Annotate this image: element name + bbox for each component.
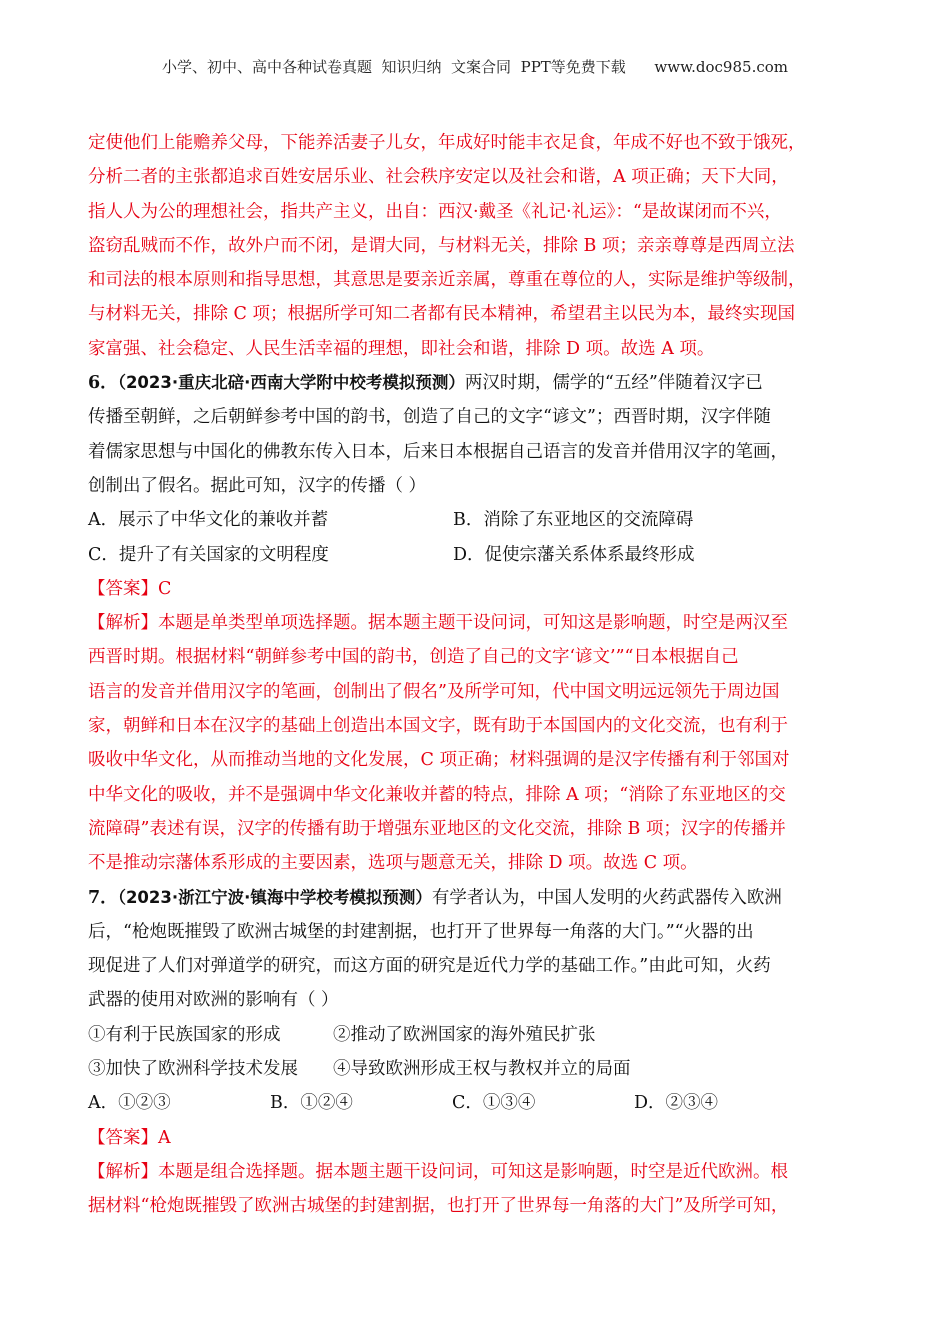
- option-a: A．①②③: [88, 1093, 171, 1114]
- document-body: [88, 126, 864, 1224]
- question-stem-first-line: [88, 881, 864, 915]
- question-7: [88, 881, 864, 1224]
- analysis-line: 与材料无关，排除 C 项；根据所学可知二者都有民本精神，希望君主以民为本，最终实现国: [88, 304, 796, 325]
- analysis-line: 指人人为公的理想社会，指共产主义，出自：西汉·戴圣《礼记·礼运》：“是故谋闭而不兴，: [88, 201, 782, 222]
- option-b: B．①②④: [270, 1093, 353, 1114]
- analysis-line: 和司法的根本原则和指导思想，其意思是要亲近亲属，尊重在尊位的人，实际是维护等级制，: [88, 270, 806, 291]
- option-c: C．提升了有关国家的文明程度: [88, 544, 329, 565]
- items-row: [88, 1018, 864, 1052]
- question-stem-line: 现促进了人们对弹道学的研究，而这方面的研究是近代力学的基础工作。”由此可知，火药: [88, 956, 771, 977]
- question-6: [88, 366, 864, 880]
- answer-line: [88, 1121, 864, 1155]
- analysis-line: 盗窃乱贼而不作，故外户而不闭，是谓大同，与材料无关，排除 B 项；亲亲尊尊是西周立法: [88, 235, 795, 256]
- question-stem-line: 创制出了假名。据此可知，汉字的传播（ ）: [88, 475, 427, 496]
- question-stem-line: 着儒家思想与中国化的佛教东传入日本，后来日本根据自己语言的发音并借用汉字的笔画，: [88, 441, 788, 462]
- question-stem-text: 两汉时期，儒学的“五经”伴随着汉字已: [464, 373, 763, 394]
- analysis-line: 定使他们上能赡养父母，下能养活妻子儿女，年成好时能丰衣足食，年成不好也不致于饿死，: [88, 133, 806, 153]
- item-4: ④导致欧洲形成王权与教权并立的局面: [333, 1059, 631, 1080]
- question-source: （2023·重庆北碚·西南大学附中校考模拟预测）: [117, 373, 465, 393]
- options-row: [88, 1086, 864, 1120]
- analysis-line: 分析二者的主张都追求百姓安居乐业、社会秩序安定以及社会和谐，A 项正确；天下大同，: [88, 167, 789, 188]
- answer-label: 【答案】: [88, 578, 158, 599]
- analysis-text: 本题是组合选择题。据本题主题干设问词，可知这是影响题，时空是近代欧洲。根: [158, 1161, 788, 1182]
- option-c: C．①③④: [452, 1093, 536, 1114]
- analysis-label: 【解析】: [88, 1161, 158, 1182]
- option-d: D．②③④: [634, 1093, 719, 1114]
- item-2: ②推动了欧洲国家的海外殖民扩张: [333, 1024, 596, 1045]
- previous-analysis: [88, 126, 864, 366]
- analysis-label: 【解析】: [88, 613, 158, 634]
- analysis-line: 据材料“枪炮既摧毁了欧洲古城堡的封建割据，也打开了世界每一角落的大门”及所学可知，: [88, 1196, 789, 1217]
- question-stem-first-line: [88, 366, 864, 400]
- answer-label: 【答案】: [88, 1127, 158, 1148]
- analysis-line: 西晋时期。根据材料“朝鲜参考中国的韵书，创造了自己的文字‘谚文’”“日本根据自己: [88, 647, 739, 668]
- answer-value: C: [158, 578, 172, 599]
- answer-value: A: [158, 1127, 171, 1148]
- analysis-line: 语言的发音并借用汉字的笔画，创制出了假名”及所学可知，代中国文明远远领先于周边国: [88, 681, 780, 702]
- question-stem-text: 有学者认为，中国人发明的火药武器传入欧洲: [431, 887, 782, 908]
- question-source: （2023·浙江宁波·镇海中学校考模拟预测）: [117, 887, 432, 907]
- option-b: B．消除了东亚地区的交流障碍: [453, 510, 694, 531]
- option-a: A．展示了中华文化的兼收并蓄: [88, 510, 329, 531]
- item-3: ③加快了欧洲科学技术发展: [88, 1059, 298, 1080]
- question-stem-line: 传播至朝鲜，之后朝鲜参考中国的韵书，创造了自己的文字“谚文”；西晋时期，汉字伴随: [88, 407, 771, 428]
- items-row: [88, 1052, 864, 1086]
- analysis-line: 不是推动宗藩体系形成的主要因素，选项与题意无关，排除 D 项。故选 C 项。: [88, 853, 698, 874]
- item-1: ①有利于民族国家的形成: [88, 1024, 281, 1045]
- option-d: D．促使宗藩关系体系最终形成: [453, 544, 695, 565]
- question-number: 6．: [88, 373, 118, 394]
- question-number: 7．: [88, 887, 118, 908]
- analysis-first-line: [88, 606, 864, 640]
- analysis-line: 流障碍”表述有误，汉字的传播有助于增强东亚地区的文化交流，排除 B 项；汉字的传播并: [88, 818, 786, 839]
- analysis-text: 本题是单类型单项选择题。据本题主题干设问词，可知这是影响题，时空是两汉至: [158, 613, 788, 634]
- analysis-line: 家富强、社会稳定、人民生活幸福的理想，即社会和谐，排除 D 项。故选 A 项。: [88, 338, 715, 359]
- answer-line: [88, 572, 864, 606]
- analysis-line: 中华文化的吸收，并不是强调中华文化兼收并蓄的特点，排除 A 项；“消除了东亚地区的交: [88, 784, 786, 805]
- question-stem-line: 后，“枪炮既摧毁了欧洲古城堡的封建割据，也打开了世界每一角落的大门。”“火器的出: [88, 921, 754, 942]
- analysis-first-line: [88, 1155, 864, 1189]
- question-stem-line: 武器的使用对欧洲的影响有（ ）: [88, 990, 339, 1011]
- page-header: 小学、初中、高中各种试卷真题 知识归纳 文案合同 PPT等免费下载 www.doc985.com: [161, 58, 788, 76]
- options-row: [88, 503, 864, 537]
- analysis-line: 吸收中华文化，从而推动当地的文化发展，C 项正确；材料强调的是汉字传播有利于邻国对: [88, 750, 790, 771]
- options-row: [88, 538, 864, 572]
- analysis-line: 家，朝鲜和日本在汉字的基础上创造出本国文字，既有助于本国国内的文化交流，也有利于: [88, 716, 788, 737]
